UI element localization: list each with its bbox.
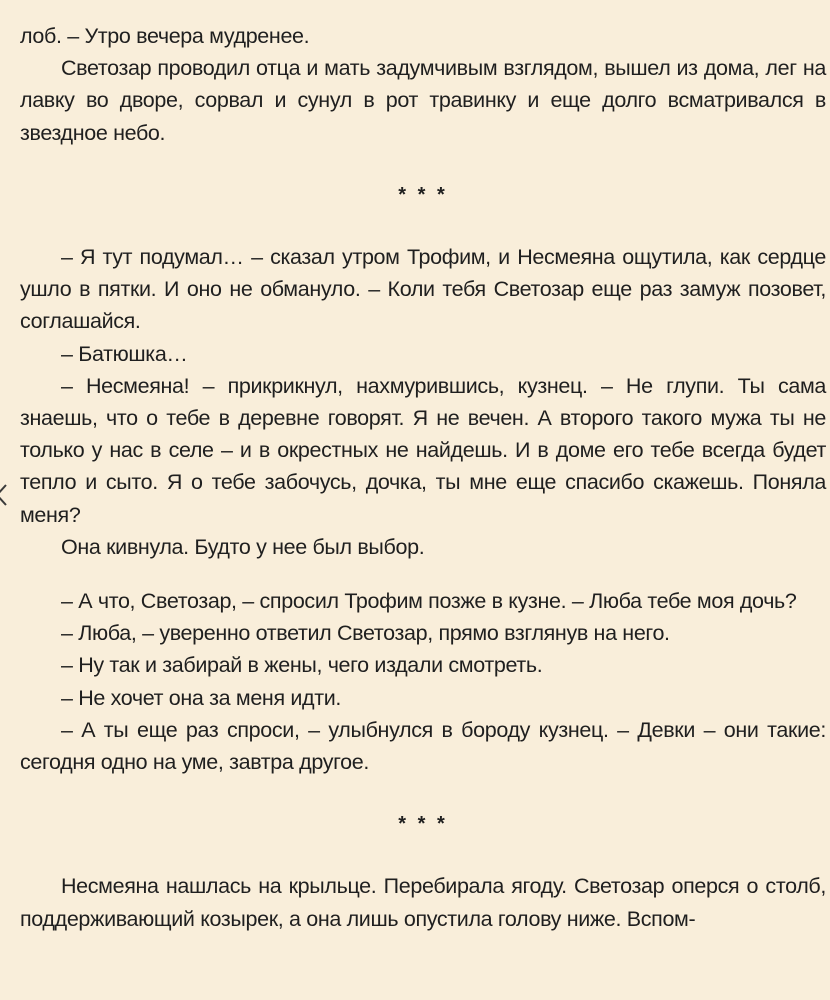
paragraph: – А ты еще раз спроси, – улыбнулся в бороду кузнец. – Девки – они такие: сегодня одно на уме, завтра другое. — [20, 717, 826, 775]
spacer — [20, 563, 826, 585]
paragraph: – А что, Светозар, – спросил Трофим позже в кузне. – Люба тебе моя дочь? — [61, 589, 797, 614]
paragraph: Она кивнула. Будто у нее был выбор. — [61, 534, 425, 559]
spacer — [20, 149, 826, 179]
paragraph: – Несмеяна! – прикрикнул, нахмурившись, кузнец. – Не глупи. Ты сама знаешь, что о тебе в деревне говорят. Я не вечен. А второго такого мужа ты не только у нас в селе – и в окрестных не найдешь. И в доме его тебе всегда будет тепло и сыто. Я о тебе забочусь, дочка, ты мне еще спасибо скажешь. Поняла меня? — [20, 373, 826, 527]
paragraph: – Люба, – уверенно ответил Светозар, прямо взглянув на него. — [61, 621, 670, 646]
scene-separator: * * * — [398, 813, 448, 836]
paragraph: – Батюшка… — [61, 341, 188, 366]
paragraph: Несмеяна нашлась на крыльце. Перебирала ягоду. Светозар оперся о столб, поддерживающий козырек, а она лишь опустила голову ниже. Вспом- — [20, 874, 826, 931]
previous-page-button[interactable] — [0, 482, 8, 508]
spacer — [20, 211, 826, 241]
paragraph: – Не хочет она за меня идти. — [61, 685, 342, 710]
text-column — [20, 20, 826, 935]
chevron-left-icon — [0, 482, 8, 508]
scene-separator: * * * — [398, 183, 448, 206]
spacer — [20, 840, 826, 870]
paragraph: Светозар проводил отца и мать задумчивым взглядом, вышел из дома, лег на лавку во дворе, сорвал и сунул в рот травинку и еще долго всматривался в звездное небо. — [20, 56, 826, 145]
spacer — [20, 778, 826, 808]
paragraph: лоб. – Утро вечера мудренее. — [20, 24, 310, 48]
paragraph: – Ну так и забирай в жены, чего издали смотреть. — [61, 653, 543, 678]
paragraph: – Я тут подумал… – сказал утром Трофим, и Несмеяна ощутила, как сердце ушло в пятки. И оно не обмануло. – Коли тебя Светозар еще раз замуж позовет, соглашайся. — [20, 245, 826, 334]
